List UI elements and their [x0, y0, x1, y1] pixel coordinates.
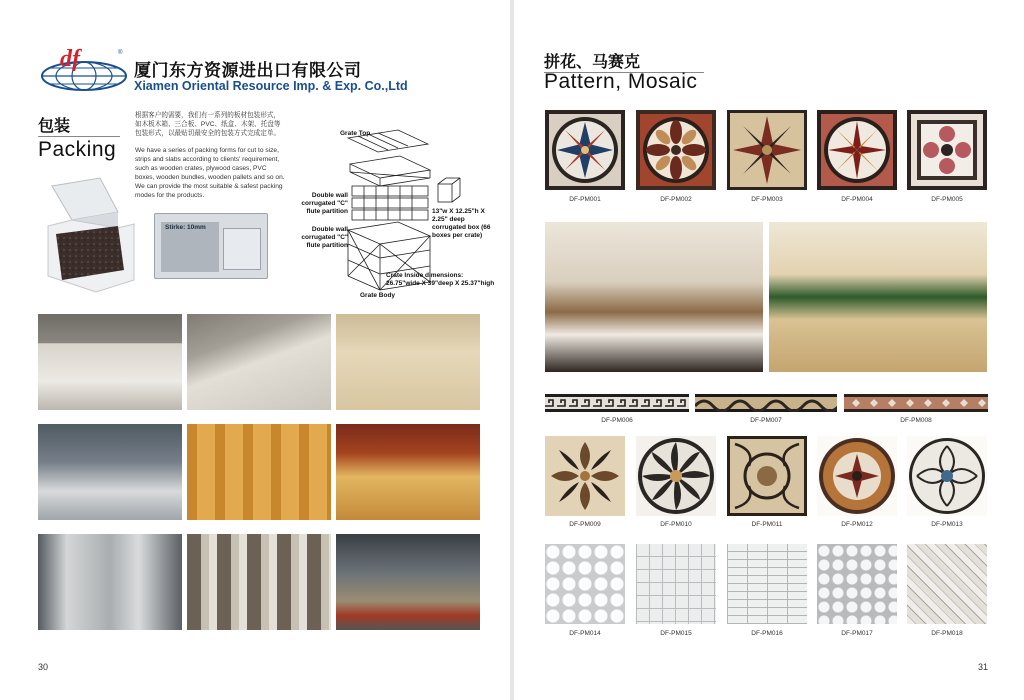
packing-photo-7 [38, 534, 182, 630]
product-code: DF-PM004 [841, 196, 873, 203]
page-number-left: 30 [38, 662, 49, 672]
label-grate-body: Grate Body [360, 292, 396, 299]
product-code: DF-PM006 [601, 417, 633, 424]
product-code: DF-PM001 [569, 196, 601, 203]
product-code: DF-PM015 [660, 630, 692, 637]
mosaic-tile [907, 544, 987, 624]
packaged-sample-box [154, 213, 268, 279]
medallion-tile [636, 436, 716, 516]
product-code: DF-PM009 [569, 521, 601, 528]
mosaic-tile [636, 544, 716, 624]
company-name-cn: 厦门东方资源进出口有限公司 [134, 61, 362, 80]
medallion-tile [545, 110, 625, 190]
product-code: DF-PM012 [841, 521, 873, 528]
medallion-tile [817, 110, 897, 190]
description-cn: 根据客户的需要，我们有一系列的板材包装形式，如木板木箱、三合板、PVC、纸盒、木架、托盘等包装形式，以最贴切最安全的包装方式完成定单。 [135, 112, 281, 137]
section-title-cn: 包装 [38, 118, 71, 135]
company-name-en: Xiamen Oriental Resource Imp. & Exp. Co.,Ltd [134, 79, 408, 93]
left-page [0, 0, 510, 700]
packaged-sample-side [223, 228, 261, 270]
medallion-tile [636, 110, 716, 190]
label-partition-bottom: Double wall corrugated "C" flute partition [301, 226, 348, 249]
medallion-tile [907, 436, 987, 516]
section-title-en: Packing [38, 138, 117, 161]
medallion-tile [727, 110, 807, 190]
label-partition-top: Double wall corrugated "C" flute partition [301, 192, 348, 215]
mosaic-tile [545, 544, 625, 624]
page-number-right: 31 [978, 662, 989, 672]
medallion-tile [545, 436, 625, 516]
svg-text:®: ® [118, 50, 123, 56]
packing-photo-5 [187, 424, 331, 520]
crate-diagram [288, 126, 498, 304]
label-box-spec: 13"w X 12.25"h X 2.25" deep corrugated box (66 boxes per crate) [432, 208, 491, 239]
section-divider [38, 136, 120, 137]
product-code: DF-PM016 [751, 630, 783, 637]
packing-photo-3 [336, 314, 480, 410]
packing-photo-6 [336, 424, 480, 520]
product-code: DF-PM014 [569, 630, 601, 637]
medallion-tile [907, 110, 987, 190]
packing-photo-1 [38, 314, 182, 410]
stone-sample-box-image [38, 176, 138, 294]
label-grate-top: Grate Top [340, 130, 371, 137]
company-logo [38, 40, 130, 96]
product-code: DF-PM007 [750, 417, 782, 424]
product-code: DF-PM008 [900, 417, 932, 424]
product-code: DF-PM018 [931, 630, 963, 637]
product-code: DF-PM013 [931, 521, 963, 528]
diamond-border [844, 394, 988, 412]
greek-key-border [545, 394, 689, 412]
product-code: DF-PM010 [660, 521, 692, 528]
packing-photo-2 [187, 314, 331, 410]
section-title-en: Pattern, Mosaic [544, 70, 698, 93]
product-code: DF-PM002 [660, 196, 692, 203]
packing-photo-4 [38, 424, 182, 520]
packing-photo-9 [336, 534, 480, 630]
product-code: DF-PM005 [931, 196, 963, 203]
medallion-tile [817, 436, 897, 516]
description-en: We have a series of packing forms for cut to size, strips and slabs according to clients' requirement, such as wooden crates, plywood cases, PVC boxes, wooden bundles, wooden pallets and so on. We can provide the most suitable & safest packing modes for the products. [135, 147, 285, 199]
logo-lettering: df [60, 46, 80, 72]
mosaic-tile [727, 544, 807, 624]
section-title-cn: 拼花、马赛克 [544, 54, 641, 71]
bathroom-photo [545, 222, 763, 372]
hallway-photo [769, 222, 987, 372]
product-code: DF-PM017 [841, 630, 873, 637]
product-code: DF-PM003 [751, 196, 783, 203]
packing-photo-8 [187, 534, 331, 630]
mosaic-tile [817, 544, 897, 624]
sample-label: Stirke: 10mm [165, 224, 206, 231]
label-crate-dims: Crate Inside dimensions: 26.75"wide X 39"deep X 25.37"high [386, 272, 495, 287]
wave-border [695, 394, 837, 412]
product-code: DF-PM011 [751, 521, 783, 528]
medallion-tile [727, 436, 807, 516]
right-page [514, 0, 1024, 700]
